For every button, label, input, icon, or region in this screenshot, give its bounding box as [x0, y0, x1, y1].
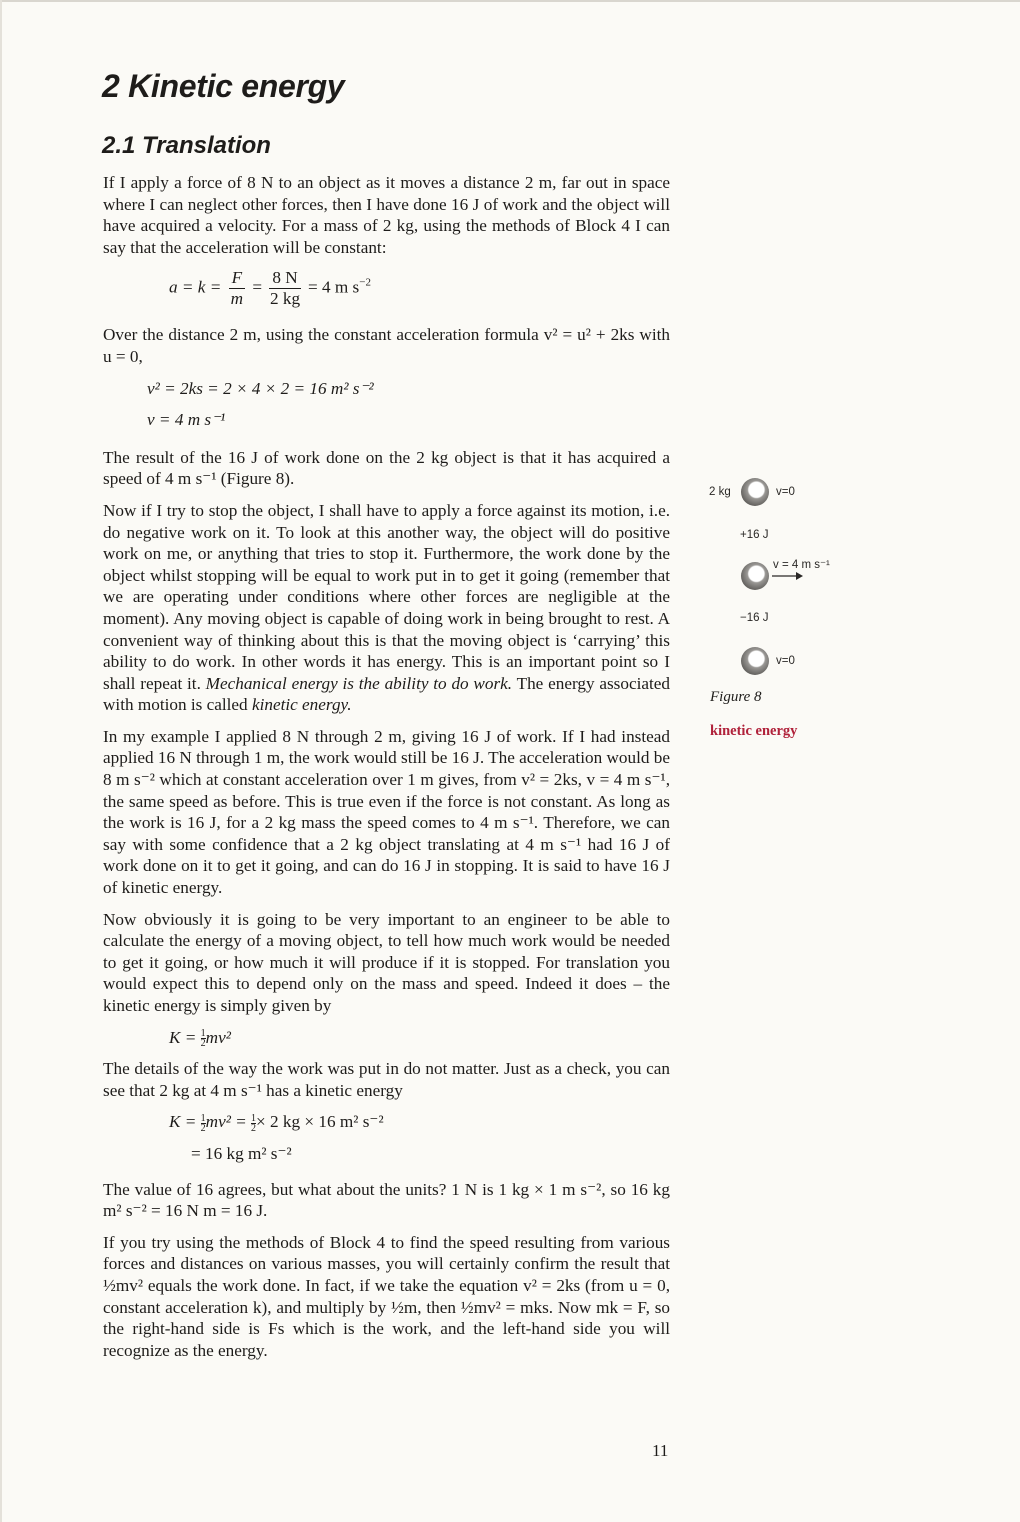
fig-v0-top: v=0 — [776, 486, 795, 498]
paragraph-3: The result of the 16 J of work done on the 2 kg object is that it has acquired a speed of 4 m s⁻¹ (Figure 8). — [103, 447, 670, 489]
eq5-lhs: K = — [169, 1112, 197, 1132]
paragraph-4-term: kinetic energy. — [251, 695, 352, 715]
eq1-lhs: a = k = — [169, 277, 222, 297]
paragraph-2: Over the distance 2 m, using the constant acceleration formula v² = u² + 2ks with u = 0, — [103, 325, 670, 366]
top-rule — [0, 0, 1020, 2]
equation-kinetic-energy — [169, 1027, 670, 1049]
fig-v0-bottom: v=0 — [776, 655, 795, 667]
margin-keyword: kinetic energy — [710, 723, 798, 739]
arrow-right-icon — [772, 571, 804, 581]
fig-ball-moving — [741, 562, 769, 590]
one-half-fraction: $\frac{1}{2}$ — [251, 1112, 257, 1134]
paragraph-8: The value of 16 agrees, but what about the units? 1 N is 1 kg × 1 m s⁻², so 16 kg m² s⁻² = 16 N m = 16 J. — [103, 1179, 670, 1221]
eq4-rhs: mv² — [205, 1027, 231, 1047]
eq1-rhs-exp: −2 — [359, 277, 371, 290]
eq1-frac-symbolic — [229, 268, 246, 309]
paragraph-1: If I apply a force of 8 N to an object as it moves a distance 2 m, far out in space where I can neglect other forces, then I have done 16 J of work and the object will have acquired a velocity. For a mass of 2 kg, using the methods of Block 4 I can say that the acceleration will be constant: — [103, 173, 670, 257]
equation-v-squared: v² = 2ks = 2 × 4 × 2 = 16 m² s⁻² — [147, 378, 374, 398]
fig-plus-work: +16 J — [740, 529, 769, 541]
fig-v-moving: v = 4 m s⁻¹ — [773, 559, 830, 571]
chapter-heading: 2 Kinetic energy — [102, 68, 345, 104]
main-text — [103, 172, 670, 1371]
equation-result: = 16 kg m² s⁻² — [191, 1143, 292, 1163]
fig-ball-top — [741, 478, 769, 506]
section-heading: 2.1 Translation — [102, 132, 271, 159]
one-half-fraction: $\frac{1}{2}$ — [200, 1028, 206, 1050]
paragraph-4-text-a: Now if I try to stop the object, I shall have to apply a force against its motion, i.e. do negative work on it. To look at this another way, the object will do positive work on me, or anything that tries to stop it. Furthermore, the work done by the object whilst stopping will be equal to work put in to get it going (remember that we are operating under conditions where other forces are negligible at the moment). Any moving object is capable of doing work in being brought to rest. A convenient way of thinking about this is that the moving object is ‘carrying’ this ability to do work. In other words it has energy. This is an important point so I shall repeat it. — [103, 500, 670, 693]
eq1-f-num: F — [231, 268, 243, 288]
eq1-rhs: = 4 m s — [308, 277, 360, 297]
fig-ball-bottom — [741, 647, 769, 675]
paragraph-9: If you try using the methods of Block 4 to find the speed resulting from various forces and distances on various masses, you will certainly confirm the result that ½mv² equals the work done. In fact, if we take the equation v² = 2ks (from u = 0, constant acceleration k), and multiply by ½m, then ½mv² = mks. Now mk = F, so the right-hand side is Fs which is the work, and the left-hand side you will recognize as the energy. — [103, 1232, 670, 1360]
eq1-f-den: m — [230, 289, 244, 309]
figure-caption: Figure 8 — [710, 689, 762, 705]
paragraph-4-emphasis: Mechanical energy is the ability to do work. — [205, 673, 513, 693]
eq1-n-num: 8 N — [269, 268, 300, 289]
page-number: 11 — [652, 1441, 669, 1460]
one-half-fraction: $\frac{1}{2}$ — [200, 1112, 206, 1134]
equation-check — [169, 1111, 670, 1133]
left-edge — [0, 0, 2, 1522]
paragraph-4-text-b: The energy associated with motion is called — [103, 673, 670, 715]
equation-v: v = 4 m s⁻¹ — [147, 410, 226, 430]
paragraph-4 — [103, 500, 670, 716]
paragraph-7: The details of the way the work was put in do not matter. Just as a check, you can see that 2 kg at 4 m s⁻¹ has a kinetic energy — [103, 1059, 670, 1100]
paragraph-5: In my example I applied 8 N through 2 m, giving 16 J of work. If I had instead applied 16 N through 1 m, the work would still be 16 J. The acceleration would be 8 m s⁻² which at constant acceleration over 1 m gives, from v² = 2ks, v = 4 m s⁻¹, the same speed as before. This is true even if the force is not constant. As long as the work is 16 J, for a 2 kg mass the speed comes to 4 m s⁻¹. Therefore, we can say with some confidence that a 2 kg object translating at 4 m s⁻¹ had 16 J of work done on it to get it going, and can do 16 J in stopping. It is said to have 16 J of kinetic energy. — [103, 726, 670, 898]
eq5-mid: mv² = — [205, 1112, 247, 1132]
fig-minus-work: −16 J — [740, 612, 769, 624]
paragraph-6: Now obviously it is going to be very important to an engineer to be able to calculate the energy of a moving object, to tell how much work would be needed to get it going, or how much it will produce if it is stopped. For translation you would expect this to depend only on the mass and speed. Indeed it does – the kinetic energy is simply given by — [103, 909, 670, 1015]
equation-acceleration: a = k = $\frac{F}{m}$ = $\frac{8 N}{2 kg}$ = 4 m $s^{-2}$ — [169, 268, 371, 309]
eq4-lhs: K = — [169, 1027, 197, 1047]
eq1-n-den: 2 kg — [270, 289, 301, 309]
eq5-rhs: × 2 kg × 16 m² s⁻² — [256, 1112, 384, 1132]
fig-mass-label: 2 kg — [709, 486, 731, 498]
eq1-frac-numeric — [269, 268, 300, 309]
